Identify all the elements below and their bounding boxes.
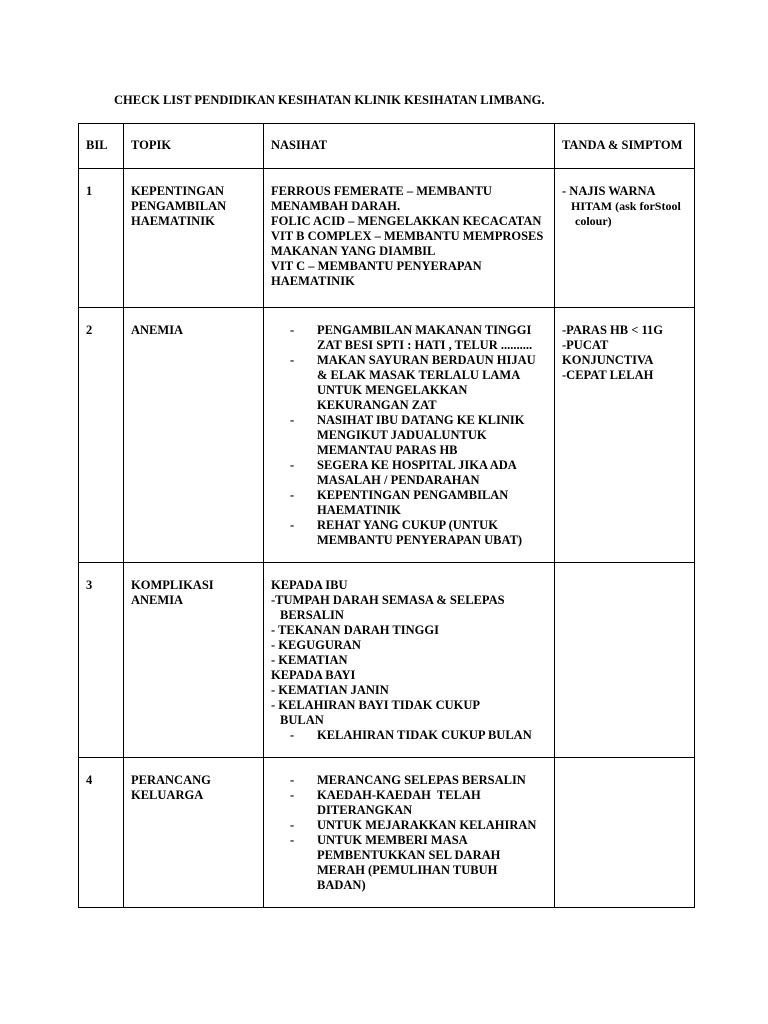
table-row: [79, 308, 695, 563]
list-item: - NASIHAT IBU DATANG KE KLINIK MENGIKUT JADUALUNTUK MEMANTAU PARAS HB: [290, 413, 550, 458]
cell-topik: ANEMIA: [124, 308, 264, 563]
list-item: - MAKAN SAYURAN BERDAUN HIJAU & ELAK MASAK TERLALU LAMA UNTUK MENGELAKKAN KEKURANGAN ZAT: [290, 353, 550, 413]
advice-list: [271, 773, 550, 893]
list-item: - KAEDAH-KAEDAH TELAH DITERANGKAN: [290, 788, 550, 818]
cell-tanda: - NAJIS WARNA HITAM (ask forStool colour): [555, 169, 695, 308]
cell-bil: 4: [79, 758, 124, 908]
table-row: [79, 169, 695, 308]
list-item: - KELAHIRAN TIDAK CUKUP BULAN: [290, 728, 550, 743]
header-row: [79, 124, 695, 169]
header-nasihat: NASIHAT: [264, 124, 555, 169]
cell-topik: KEPENTINGAN PENGAMBILAN HAEMATINIK: [124, 169, 264, 308]
cell-nasihat: FERROUS FEMERATE – MEMBANTU MENAMBAH DARAH. FOLIC ACID – MENGELAKKAN KECACATAN VIT B COMPLEX – MEMBANTU MEMPROSES MAKANAN YANG DIAMBIL VIT C – MEMBANTU PENYERAPAN HAEMATINIK: [264, 169, 555, 308]
cell-topik: KOMPLIKASI ANEMIA: [124, 563, 264, 758]
list-item: - PENGAMBILAN MAKANAN TINGGI ZAT BESI SPTI : HATI , TELUR ..........: [290, 323, 550, 353]
list-item: - KEPENTINGAN PENGAMBILAN HAEMATINIK: [290, 488, 550, 518]
cell-tanda: [555, 563, 695, 758]
document-title: CHECK LIST PENDIDIKAN KESIHATAN KLINIK KESIHATAN LIMBANG.: [114, 93, 545, 107]
cell-topik: PERANCANG KELUARGA: [124, 758, 264, 908]
advice-list: [271, 323, 550, 548]
advice-list: [271, 728, 550, 743]
list-item: - MERANCANG SELEPAS BERSALIN: [290, 773, 550, 788]
header-tanda: TANDA & SIMPTOM: [555, 124, 695, 169]
list-item: - UNTUK MEJARAKKAN KELAHIRAN: [290, 818, 550, 833]
cell-bil: 1: [79, 169, 124, 308]
cell-tanda: -PARAS HB < 11G -PUCAT KONJUNCTIVA -CEPAT LELAH: [555, 308, 695, 563]
cell-nasihat: [264, 758, 555, 908]
cell-nasihat: [264, 308, 555, 563]
checklist-table: [78, 123, 695, 908]
header-bil: BIL: [79, 124, 124, 169]
cell-bil: 2: [79, 308, 124, 563]
list-item: - UNTUK MEMBERI MASA PEMBENTUKKAN SEL DARAH MERAH (PEMULIHAN TUBUH BADAN): [290, 833, 550, 893]
list-item: - SEGERA KE HOSPITAL JIKA ADA MASALAH / PENDARAHAN: [290, 458, 550, 488]
list-item: - REHAT YANG CUKUP (UNTUK MEMBANTU PENYERAPAN UBAT): [290, 518, 550, 548]
cell-bil: 3: [79, 563, 124, 758]
cell-tanda: [555, 758, 695, 908]
table-row: [79, 758, 695, 908]
table-row: [79, 563, 695, 758]
cell-nasihat: KEPADA IBU -TUMPAH DARAH SEMASA & SELEPAS BERSALIN - TEKANAN DARAH TINGGI - KEGUGURAN - KEMATIAN KEPADA BAYI - KEMATIAN JANIN - KELAHIRAN BAYI TIDAK CUKUP BULAN - KELAHIRAN TIDAK CUKUP BULAN: [264, 563, 555, 758]
header-topik: TOPIK: [124, 124, 264, 169]
